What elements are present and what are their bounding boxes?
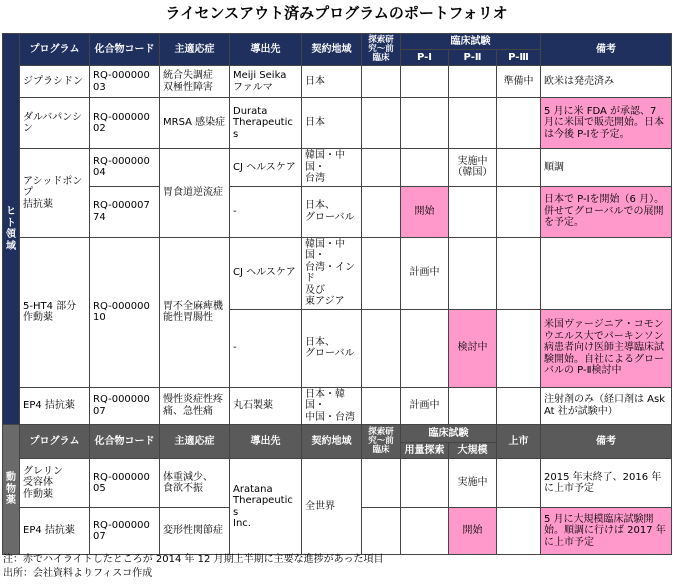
- cell-preclinical: [362, 237, 401, 309]
- cell-remarks-highlight: 日本で P-Ⅰを開始（6 月）。併せてグローバルでの展開を予定。: [541, 186, 672, 237]
- cell-p2: [449, 66, 497, 98]
- cell-p1: [401, 149, 449, 187]
- cell-territory: 日本・韓国・ 中国・台湾: [302, 387, 362, 425]
- animal-header-preclinical: 探索研究～前臨床: [362, 425, 401, 459]
- animal-header-program: プログラム: [20, 425, 90, 459]
- cell-preclinical: [362, 309, 401, 387]
- cell-p2: [449, 387, 497, 425]
- animal-header-row-1: [3, 425, 672, 443]
- cell-licensee: CJ ヘルスケア: [230, 237, 302, 309]
- cell-indication: 胃不全麻痺機 能性胃腸性: [160, 237, 230, 387]
- cell-program: グレリン 受容体 作動薬: [20, 459, 90, 508]
- cell-indication: 統合失調症 双極性障害: [160, 66, 230, 98]
- cell-remarks: 注射剤のみ（経口剤は AskAt 社が試験中）: [541, 387, 672, 425]
- cell-licensee: Aratana Therapeutics Inc.: [230, 459, 302, 555]
- cell-compound: RQ-00000774: [90, 186, 160, 237]
- footnotes: [3, 553, 384, 581]
- cell-preclinical: [362, 459, 401, 508]
- animal-header-clinical: 臨床試験: [401, 425, 497, 443]
- cell-territory: 日本、 グローバル: [302, 309, 362, 387]
- cell-p2: 実施中 （韓国）: [449, 149, 497, 187]
- portfolio-table: [2, 33, 672, 555]
- cell-licensee: -: [230, 186, 302, 237]
- table-row: [3, 237, 672, 309]
- table-row: [3, 387, 672, 425]
- cell-program: 5-HT4 部分 作動薬: [20, 237, 90, 387]
- cell-launch: [497, 459, 541, 508]
- cell-program: アシッドポンプ 拮抗薬: [20, 149, 90, 238]
- cell-compound: RQ-00000002: [90, 98, 160, 149]
- table-row: [3, 66, 672, 98]
- cell-p3: [497, 149, 541, 187]
- cell-p3: [497, 98, 541, 149]
- cell-program: EP4 拮抗薬: [20, 387, 90, 425]
- cell-territory: 日本: [302, 66, 362, 98]
- cell-indication: 変形性関節症: [160, 508, 230, 555]
- header-indication: 主適応症: [160, 34, 230, 66]
- animal-header-launch: 上市: [497, 425, 541, 459]
- cell-territory: 日本: [302, 98, 362, 149]
- cell-p1: [401, 309, 449, 387]
- cell-preclinical: [362, 387, 401, 425]
- cell-preclinical: [362, 149, 401, 187]
- cell-compound: RQ-00000003: [90, 66, 160, 98]
- header-territory: 契約地域: [302, 34, 362, 66]
- section-label-human: ヒト領域: [3, 34, 20, 425]
- cell-licensee: -: [230, 309, 302, 387]
- cell-licensee: Meiji Seika ファルマ: [230, 66, 302, 98]
- cell-territory: 韓国・中国・ 台湾・インド 及び 東アジア: [302, 237, 362, 309]
- cell-territory: 韓国・中国・ 台湾: [302, 149, 362, 187]
- animal-header-licensee: 導出先: [230, 425, 302, 459]
- table-row: [3, 459, 672, 508]
- cell-remarks-highlight: 5 月に大規模臨床試験開始。順調に行けば 2017 年に上市予定: [541, 508, 672, 555]
- cell-licensee: CJ ヘルスケア: [230, 149, 302, 187]
- section-label-animal: 動物薬: [3, 425, 20, 555]
- cell-p2: [449, 237, 497, 309]
- cell-remarks-highlight: 5 月に米 FDA が承認、7 月に米国で販売開始。日本は今後 P-Ⅰを予定。: [541, 98, 672, 149]
- cell-program: ダルバパンシン: [20, 98, 90, 149]
- cell-licensee: Durata Therapeutics: [230, 98, 302, 149]
- cell-compound: RQ-00000005: [90, 459, 160, 508]
- cell-p1: [401, 66, 449, 98]
- animal-header-remarks: 備考: [541, 425, 672, 459]
- cell-dose-finding: [401, 508, 449, 555]
- page-title: ライセンスアウト済みプログラムのポートフォリオ: [165, 4, 508, 22]
- header-p2: P-Ⅱ: [449, 50, 497, 66]
- cell-remarks: 順調: [541, 149, 672, 187]
- header-p1: P-Ⅰ: [401, 50, 449, 66]
- cell-remarks: 欧米は発売済み: [541, 66, 672, 98]
- header-licensee: 導出先: [230, 34, 302, 66]
- cell-licensee: 丸石製薬: [230, 387, 302, 425]
- table-row: [3, 149, 672, 187]
- animal-header-territory: 契約地域: [302, 425, 362, 459]
- header-p3: P-Ⅲ: [497, 50, 541, 66]
- cell-compound: RQ-00000010: [90, 237, 160, 387]
- cell-p1: 計画中: [401, 237, 449, 309]
- header-preclinical: 探索研究～前臨床: [362, 34, 401, 66]
- cell-program: ジプラシドン: [20, 66, 90, 98]
- cell-indication: 体重減少、 食欲不振: [160, 459, 230, 508]
- header-compound: 化合物コード: [90, 34, 160, 66]
- cell-preclinical: [362, 66, 401, 98]
- source-note: 出所：会社資料よりフィスコ作成: [3, 568, 153, 579]
- cell-compound: RQ-00000007: [90, 508, 160, 555]
- cell-preclinical: [362, 186, 401, 237]
- cell-p3: [497, 237, 541, 309]
- cell-p3: [497, 309, 541, 387]
- cell-remarks-highlight: 米国ヴァージニア・コモンウエルス大でパーキンソン病患者向け医師主導臨床試験開始。自社によるグローバルの P-Ⅱ検討中: [541, 309, 672, 387]
- table-row: [3, 98, 672, 149]
- cell-p1: 計画中: [401, 387, 449, 425]
- table-row: [3, 186, 672, 237]
- header-program: プログラム: [20, 34, 90, 66]
- cell-program: EP4 拮抗薬: [20, 508, 90, 555]
- cell-compound: RQ-00000004: [90, 149, 160, 187]
- cell-p2: [449, 186, 497, 237]
- cell-p3: 準備中: [497, 66, 541, 98]
- cell-territory: 日本、 グローバル: [302, 186, 362, 237]
- cell-indication: 胃食道逆流症: [160, 149, 230, 238]
- cell-p1: [401, 98, 449, 149]
- cell-launch: [497, 508, 541, 555]
- header-clinical: 臨床試験: [401, 34, 541, 50]
- highlight-note: 注：赤でハイライトしたところが 2014 年 12 月期上半期に主要な進捗があった項目: [3, 554, 384, 565]
- cell-remarks: 2015 年末終了、2016 年に上市予定: [541, 459, 672, 508]
- cell-p2-highlight: 検討中: [449, 309, 497, 387]
- cell-dose-finding: [401, 459, 449, 508]
- human-header-row-1: [3, 34, 672, 50]
- cell-indication: MRSA 感染症: [160, 98, 230, 149]
- cell-p2: [449, 98, 497, 149]
- cell-large-scale: 実施中: [449, 459, 497, 508]
- cell-territory: 全世界: [302, 459, 362, 555]
- cell-compound: RQ-00000007: [90, 387, 160, 425]
- animal-header-large-scale: 大規模: [449, 443, 497, 459]
- animal-header-compound: 化合物コード: [90, 425, 160, 459]
- cell-preclinical: [362, 98, 401, 149]
- cell-p3: [497, 387, 541, 425]
- cell-preclinical: [362, 508, 401, 555]
- animal-header-dose-finding: 用量探索: [401, 443, 449, 459]
- cell-remarks: [541, 237, 672, 309]
- cell-p3: [497, 186, 541, 237]
- header-remarks: 備考: [541, 34, 672, 66]
- animal-header-indication: 主適応症: [160, 425, 230, 459]
- cell-indication: 慢性炎症性疼 痛、急性痛: [160, 387, 230, 425]
- cell-large-scale-highlight: 開始: [449, 508, 497, 555]
- cell-p1-highlight: 開始: [401, 186, 449, 237]
